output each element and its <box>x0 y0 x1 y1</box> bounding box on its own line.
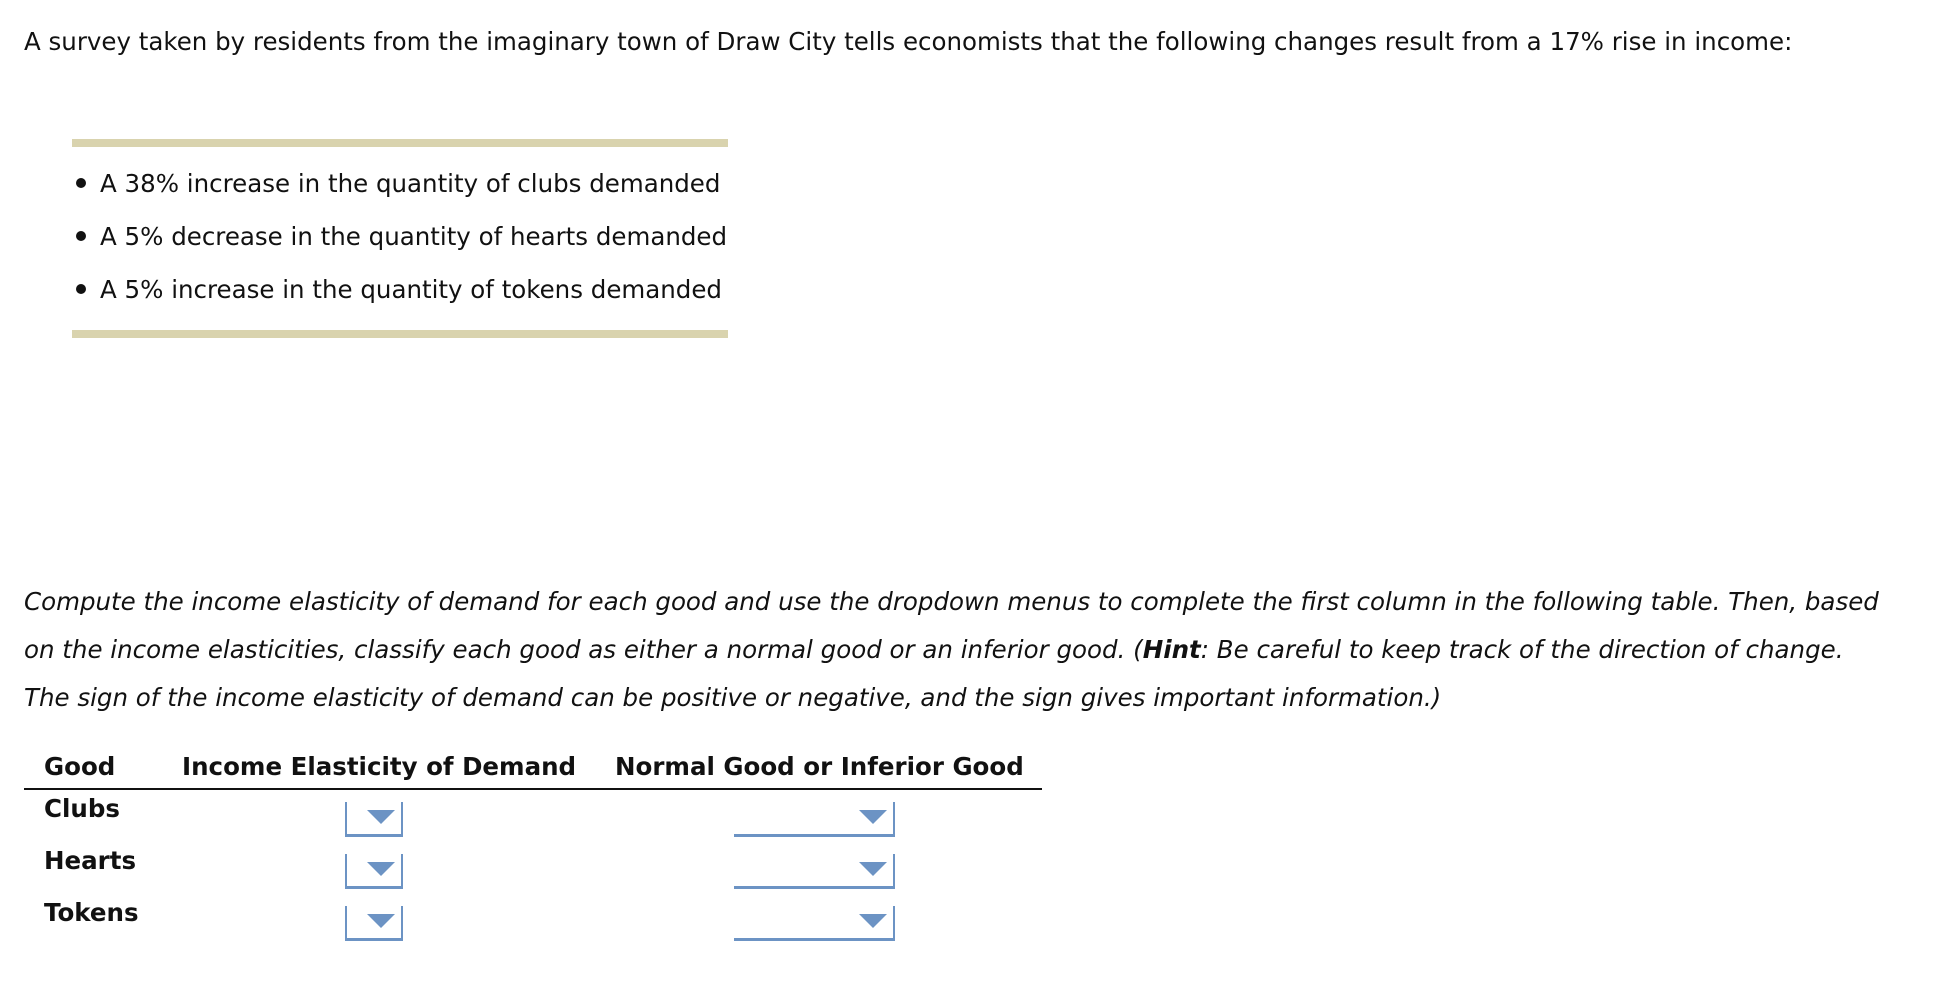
chevron-down-icon[interactable] <box>859 862 887 876</box>
changes-list <box>72 166 727 325</box>
table-header <box>24 748 1042 790</box>
clubs-classification-dropdown[interactable] <box>734 802 895 837</box>
clubs-elasticity-dropdown[interactable] <box>345 802 403 837</box>
list-item <box>72 219 727 272</box>
header-elasticity: Income Elasticity of Demand <box>182 752 577 781</box>
intro-text: A survey taken by residents from the imaginary town of Draw City tells economists that the following changes result from a 17% rise in income: <box>24 27 1793 56</box>
list-top-rule <box>72 139 728 147</box>
list-item <box>72 272 727 325</box>
bullet-icon <box>76 178 86 188</box>
list-bottom-rule <box>72 330 728 338</box>
hearts-classification-dropdown[interactable] <box>734 854 895 889</box>
dropdown-edge <box>345 854 347 886</box>
hearts-elasticity-dropdown[interactable] <box>345 854 403 889</box>
chevron-down-icon[interactable] <box>859 914 887 928</box>
change-text: A 5% increase in the quantity of tokens demanded <box>100 275 722 304</box>
tokens-classification-dropdown[interactable] <box>734 906 895 941</box>
hint-label: Hint <box>1142 635 1201 664</box>
bullet-icon <box>76 284 86 294</box>
good-name: Clubs <box>44 794 120 823</box>
header-classification: Normal Good or Inferior Good <box>615 752 1024 781</box>
chevron-down-icon[interactable] <box>859 810 887 824</box>
change-text: A 5% decrease in the quantity of hearts demanded <box>100 222 728 251</box>
good-name: Tokens <box>44 898 139 927</box>
chevron-down-icon[interactable] <box>367 862 395 876</box>
table-row <box>24 790 1042 842</box>
chevron-down-icon[interactable] <box>367 914 395 928</box>
dropdown-edge <box>401 906 403 938</box>
good-name: Hearts <box>44 846 137 875</box>
instructions-text <box>24 578 1924 722</box>
dropdown-edge <box>401 854 403 886</box>
instructions-line-3: The sign of the income elasticity of demand can be positive or negative, and the sign gives important information.) <box>24 683 1442 712</box>
tokens-elasticity-dropdown[interactable] <box>345 906 403 941</box>
table-row <box>24 894 1042 946</box>
bullet-icon <box>76 231 86 241</box>
instructions-line-2 <box>24 626 1924 674</box>
header-good: Good <box>44 752 116 781</box>
dropdown-edge <box>893 802 895 834</box>
change-text: A 38% increase in the quantity of clubs demanded <box>100 169 721 198</box>
dropdown-edge <box>401 802 403 834</box>
dropdown-edge <box>345 906 347 938</box>
instructions-line-2-end: : Be careful to keep track of the direction of change. <box>1200 635 1844 664</box>
instructions-line-2-start: on the income elasticities, classify each good as either a normal good or an inferior good. ( <box>24 635 1143 664</box>
table-row <box>24 842 1042 894</box>
dropdown-edge <box>893 854 895 886</box>
chevron-down-icon[interactable] <box>367 810 395 824</box>
dropdown-edge <box>893 906 895 938</box>
instructions-line-1: Compute the income elasticity of demand for each good and use the dropdown menus to complete the first column in the following table. Then, based <box>24 587 1879 616</box>
elasticity-table <box>24 748 1042 946</box>
list-item <box>72 166 727 219</box>
dropdown-edge <box>345 802 347 834</box>
